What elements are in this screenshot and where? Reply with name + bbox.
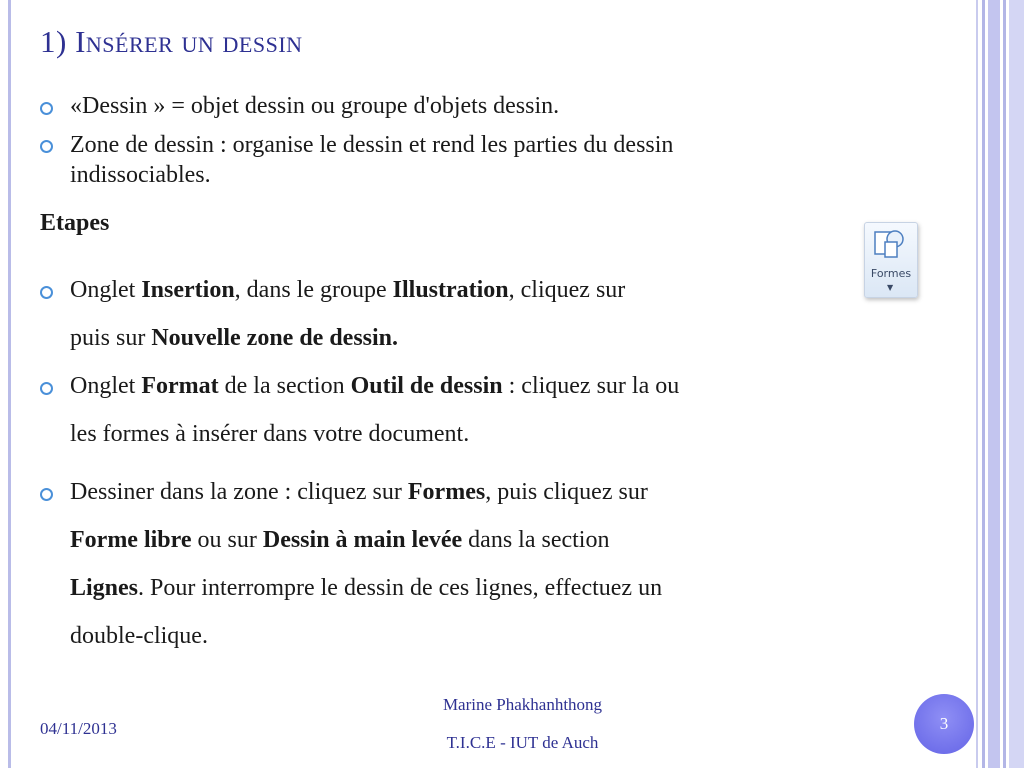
formes-button[interactable] bbox=[864, 222, 918, 298]
emphasis: Illustration bbox=[392, 277, 509, 303]
bullet-item bbox=[40, 130, 673, 190]
emphasis: Nouvelle zone de dessin. bbox=[151, 325, 399, 351]
left-decorative-rule bbox=[8, 0, 11, 768]
emphasis: Outil de dessin bbox=[350, 373, 503, 399]
bullet-circle-icon bbox=[40, 488, 53, 501]
right-decorative-stripes bbox=[976, 0, 1024, 768]
emphasis: Formes bbox=[407, 479, 486, 505]
bullet-circle-icon bbox=[40, 382, 53, 395]
slide-title: 1) Insérer un dessin bbox=[40, 24, 303, 59]
footer-author: Marine Phakhanhthong bbox=[442, 695, 603, 714]
emphasis: Insertion bbox=[141, 277, 235, 303]
page-number-badge: 3 bbox=[914, 694, 974, 754]
bullet-text-line: Zone de dessin : organise le dessin et rend les parties du dessin bbox=[70, 132, 674, 158]
bullet-text: «Dessin » = objet dessin ou groupe d'objets dessin. bbox=[70, 93, 560, 119]
bullet-text-line: indissociables. bbox=[70, 162, 211, 188]
emphasis: Dessin à main levée bbox=[262, 527, 463, 553]
formes-button-label: Formes bbox=[870, 267, 912, 280]
footer-date: 04/11/2013 bbox=[40, 719, 117, 738]
step-bullet: Onglet Format de la section Outil de dessin : cliquez sur la ou les formes à insérer dans votre document. bbox=[40, 362, 679, 458]
chevron-down-icon: ▼ bbox=[887, 283, 894, 292]
bullet-circle-icon bbox=[40, 102, 53, 115]
bullet-item bbox=[40, 92, 559, 120]
emphasis: Lignes bbox=[70, 575, 139, 601]
shapes-icon bbox=[865, 223, 917, 267]
emphasis: Forme libre bbox=[70, 527, 192, 553]
step-bullet: Onglet Insertion, dans le groupe Illustration, cliquez sur puis sur Nouvelle zone de dessin. bbox=[40, 266, 625, 362]
step-bullet: Dessiner dans la zone : cliquez sur Formes, puis cliquez sur Forme libre ou sur Dessin à main levée dans la section Lignes. Pour interrompre le dessin de ces lignes, effectuez un double-clique. bbox=[40, 468, 662, 660]
bullet-circle-icon bbox=[40, 140, 53, 153]
footer-course: T.I.C.E - IUT de Auch bbox=[446, 733, 599, 752]
bullet-circle-icon bbox=[40, 286, 53, 299]
emphasis: Format bbox=[141, 373, 219, 399]
section-heading: Etapes bbox=[40, 210, 110, 236]
